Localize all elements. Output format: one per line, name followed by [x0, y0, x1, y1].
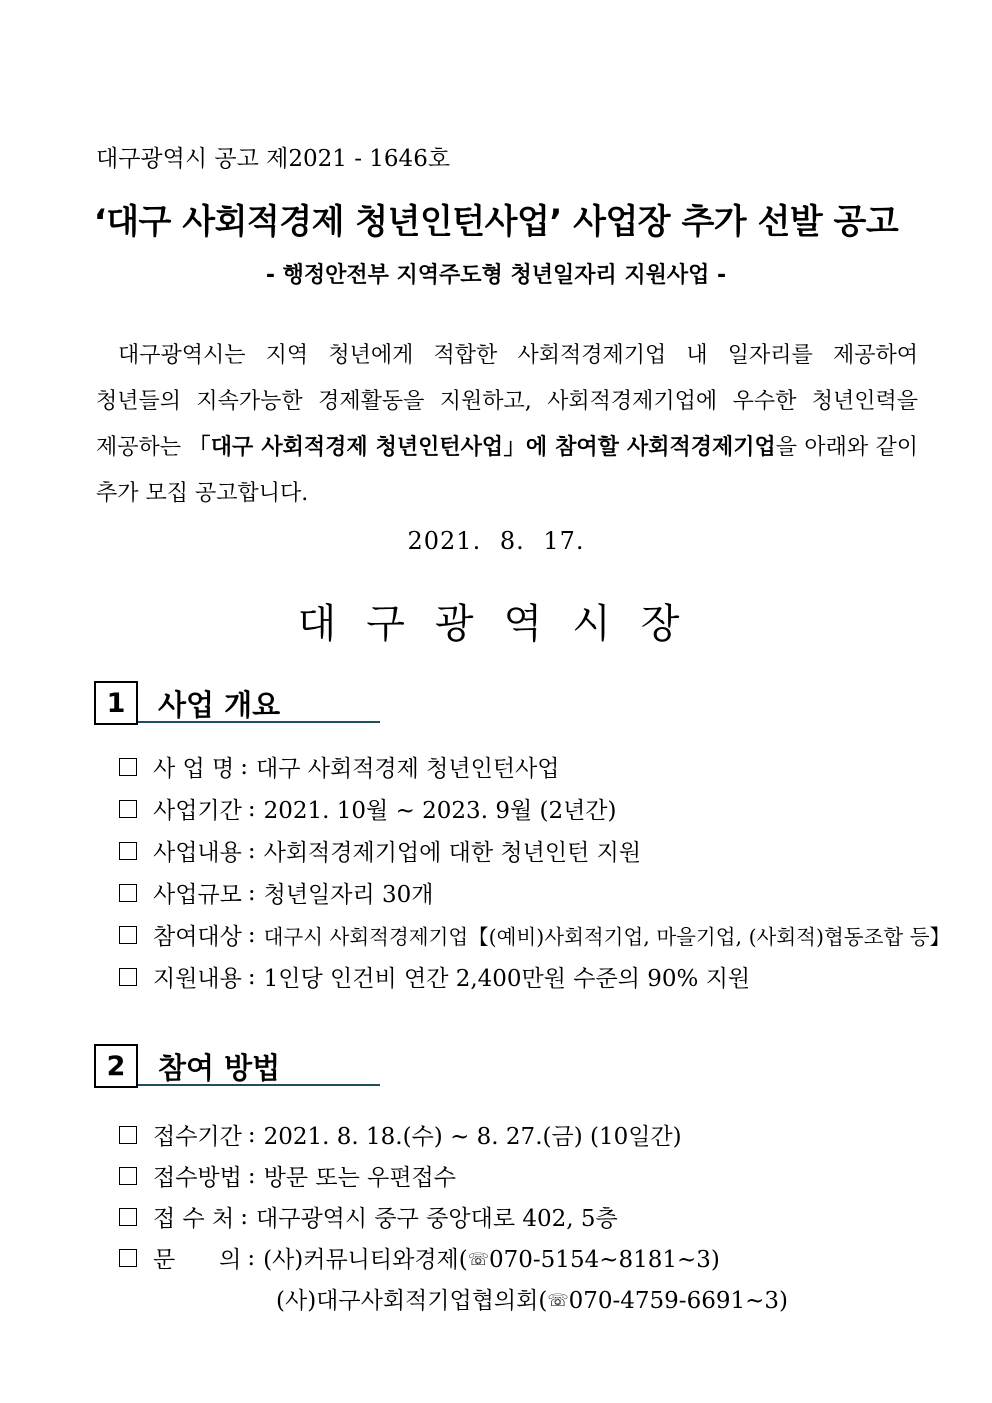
intro-line-4: 추가 모집 공고합니다. — [96, 481, 309, 506]
contact-org-2: (사)대구사회적기업협의회( — [276, 1288, 548, 1314]
item-key: 사 업 명 — [153, 756, 235, 782]
contact-org-1: (사)커뮤니티와경제( — [263, 1247, 468, 1273]
item-value: 대구 사회적경제 청년인턴사업 — [256, 756, 560, 782]
item-separator: : — [247, 963, 256, 990]
issuer-name: 대구광역시장 — [297, 601, 710, 647]
intro-paragraph — [96, 333, 918, 517]
item-value: 청년일자리 30개 — [263, 882, 434, 908]
section-title-2: 참여 방법 — [158, 1051, 281, 1085]
item-separator: : — [247, 879, 256, 906]
checkbox-square-icon — [119, 1249, 137, 1267]
intro-line-3-pre: 제공하는 — [96, 435, 189, 460]
contact-phone-1: 070-5154~8181~3) — [489, 1247, 720, 1273]
item-key: 접수기간 — [153, 1124, 242, 1150]
list-item-continuation — [276, 1282, 788, 1315]
item-key: 참여대상 — [153, 924, 242, 950]
item-value: 사회적경제기업에 대한 청년인턴 지원 — [263, 840, 642, 866]
item-value: 2021. 8. 18.(수) ~ 8. 27.(금) (10일간) — [263, 1124, 682, 1150]
page-subtitle: - 행정안전부 지역주도형 청년일자리 지원사업 - — [265, 263, 727, 288]
item-separator: : — [247, 1121, 256, 1148]
contact-phone-2: 070-4759-6691~3) — [568, 1288, 788, 1314]
checkbox-square-icon — [119, 1167, 137, 1185]
item-key: 접수방법 — [153, 1165, 242, 1191]
item-value — [263, 1241, 720, 1274]
intro-line-1: 대구광역시는 지역 청년에게 적합한 사회적경제기업 내 일자리를 제공하여 — [118, 343, 918, 368]
checkbox-square-icon — [119, 968, 137, 986]
section-title-1: 사업 개요 — [158, 688, 281, 722]
item-separator: : — [240, 753, 249, 780]
list-item — [119, 750, 560, 783]
checkbox-square-icon — [119, 758, 137, 776]
intro-line-3-bold: 「대구 사회적경제 청년인턴사업」에 참여할 사회적경제기업 — [188, 435, 776, 460]
item-key: 사업규모 — [153, 882, 242, 908]
checkbox-square-icon — [119, 1208, 137, 1226]
section-number-2: 2 — [94, 1044, 138, 1088]
intro-line-2: 청년들의 지속가능한 경제활동을 지원하고, 사회적경제기업에 우수한 청년인력을 — [96, 389, 918, 414]
section-number-1: 1 — [94, 681, 138, 725]
item-value: 방문 또는 우편접수 — [263, 1165, 456, 1191]
list-item — [119, 1118, 682, 1151]
item-separator: : — [240, 1203, 249, 1230]
item-separator: : — [247, 921, 256, 948]
item-value: 2021. 10월 ~ 2023. 9월 (2년간) — [263, 798, 617, 824]
section-underline-2 — [138, 1084, 380, 1086]
list-item — [119, 1241, 720, 1274]
list-item — [119, 792, 617, 825]
item-key: 사업기간 — [153, 798, 242, 824]
checkbox-square-icon — [119, 884, 137, 902]
intro-line-3-post: 을 아래와 같이 — [775, 435, 919, 460]
checkbox-square-icon — [119, 800, 137, 818]
item-value: 대구시 사회적경제기업【(예비)사회적기업, 마을기업, (사회적)협동조합 등】 — [263, 924, 950, 949]
item-key: 접 수 처 — [153, 1206, 235, 1232]
telephone-icon: ☏ — [547, 1291, 569, 1311]
notice-number: 대구광역시 공고 제2021 - 1646호 — [96, 146, 451, 172]
item-value: 1인당 인건비 연간 2,400만원 수준의 90% 지원 — [263, 966, 751, 992]
checkbox-square-icon — [119, 1126, 137, 1144]
notice-date: 2021. 8. 17. — [407, 527, 585, 555]
list-item — [119, 918, 950, 951]
item-separator: : — [247, 1244, 256, 1271]
list-item — [119, 1159, 456, 1192]
list-item — [119, 834, 641, 867]
item-key: 문 의 — [153, 1247, 242, 1273]
item-separator: : — [247, 837, 256, 864]
page-title: ‘대구 사회적경제 청년인턴사업’ 사업장 추가 선발 공고 — [93, 202, 899, 242]
item-key: 사업내용 — [153, 840, 242, 866]
checkbox-square-icon — [119, 926, 137, 944]
list-item — [119, 1200, 618, 1233]
item-key: 지원내용 — [153, 966, 242, 992]
telephone-icon: ☏ — [467, 1250, 489, 1270]
section-underline-1 — [138, 721, 380, 723]
item-separator: : — [247, 795, 256, 822]
item-separator: : — [247, 1162, 256, 1189]
intro-line-3 — [96, 425, 918, 471]
item-value: 대구광역시 중구 중앙대로 402, 5층 — [256, 1206, 618, 1232]
checkbox-square-icon — [119, 842, 137, 860]
list-item — [119, 876, 434, 909]
list-item — [119, 960, 750, 993]
